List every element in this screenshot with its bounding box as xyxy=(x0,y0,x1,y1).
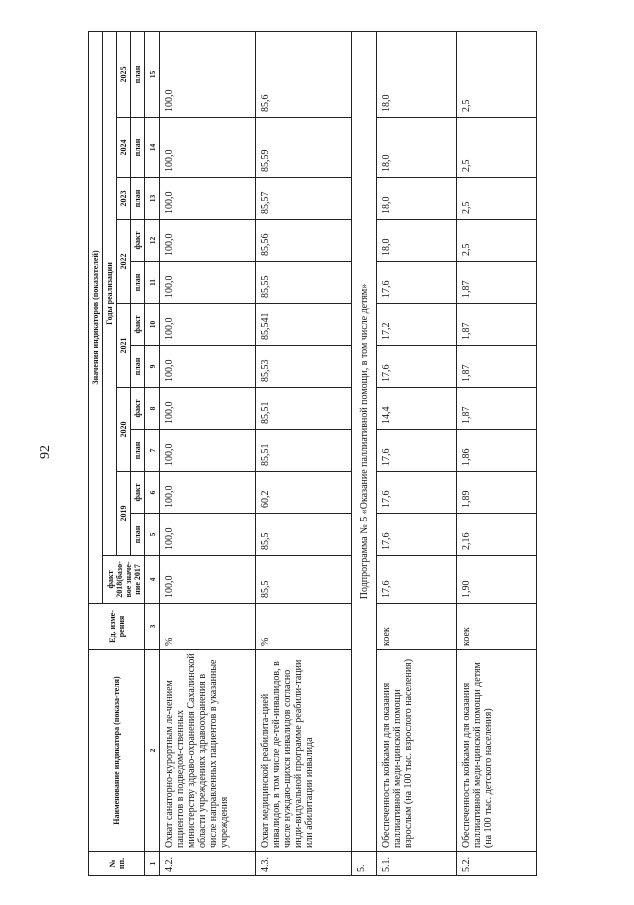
value-cell: 18,0 xyxy=(377,118,457,178)
column-numbers-row xyxy=(145,31,160,875)
value-cell: 100,0 xyxy=(160,178,256,220)
table-row xyxy=(457,31,537,875)
table-row xyxy=(160,31,256,875)
value-cell: 85,53 xyxy=(256,346,352,388)
year-2020: 2020 xyxy=(117,388,131,472)
value-cell: 100,0 xyxy=(160,388,256,430)
value-cell: 2,16 xyxy=(457,514,537,556)
col-base-header: факт 2018(базо-вое значе-ние 2017 xyxy=(103,556,145,604)
value-cell: 85,59 xyxy=(256,118,352,178)
value-cell: 85,51 xyxy=(256,388,352,430)
year-2023: 2023 xyxy=(117,178,131,220)
fact-header: факт xyxy=(131,304,145,346)
col-unit-header: Ед. изме-рения xyxy=(89,604,145,650)
column-number: 5 xyxy=(145,514,160,556)
indicator-table xyxy=(88,31,537,876)
unit-cell: коек xyxy=(377,604,457,650)
value-cell: 85,6 xyxy=(256,31,352,117)
year-2025: 2025 xyxy=(117,31,131,117)
indicator-name: Обеспеченность койками для оказания паллиативной меди-цинской помощи детям (на 100 тыс. детского населения) xyxy=(457,650,537,852)
value-cell: 85,55 xyxy=(256,262,352,304)
column-number: 3 xyxy=(145,604,160,650)
value-cell: 1,87 xyxy=(457,304,537,346)
row-number: 4.2. xyxy=(160,852,256,876)
value-cell: 2,5 xyxy=(457,118,537,178)
value-cell: 100,0 xyxy=(160,31,256,117)
value-cell: 100,0 xyxy=(160,346,256,388)
fact-header: факт xyxy=(131,220,145,262)
value-cell: 100,0 xyxy=(160,262,256,304)
section-title: Подпрограмма № 5 «Оказание паллиативной помощи, в том числе детям» xyxy=(352,31,377,851)
column-number: 10 xyxy=(145,304,160,346)
fact-header: факт xyxy=(131,388,145,430)
year-2022: 2022 xyxy=(117,220,131,304)
value-cell: 18,0 xyxy=(377,220,457,262)
year-2021: 2021 xyxy=(117,304,131,388)
row-number: 4.3. xyxy=(256,852,352,876)
value-cell: 100,0 xyxy=(160,514,256,556)
plan-header: план xyxy=(131,346,145,388)
column-number: 8 xyxy=(145,388,160,430)
value-cell: 85,5 xyxy=(256,514,352,556)
value-cell: 17,6 xyxy=(377,472,457,514)
value-cell: 1,87 xyxy=(457,388,537,430)
column-number: 11 xyxy=(145,262,160,304)
value-cell: 100,0 xyxy=(160,118,256,178)
column-number: 4 xyxy=(145,556,160,604)
value-cell: 2,5 xyxy=(457,178,537,220)
value-cell: 1,86 xyxy=(457,430,537,472)
table-row xyxy=(256,31,352,875)
value-cell: 17,6 xyxy=(377,556,457,604)
value-cell: 2,5 xyxy=(457,220,537,262)
row-number: 5. xyxy=(352,852,377,876)
years-group-header: Годы реализации xyxy=(103,31,117,555)
column-number: 9 xyxy=(145,346,160,388)
col-name-header: Наименование индикатора (показа-теля) xyxy=(89,650,145,852)
value-cell: 85,51 xyxy=(256,430,352,472)
value-cell: 100,0 xyxy=(160,556,256,604)
value-cell: 1,89 xyxy=(457,472,537,514)
value-cell: 60,2 xyxy=(256,472,352,514)
value-cell: 1,87 xyxy=(457,346,537,388)
plan-header: план xyxy=(131,514,145,556)
column-number: 2 xyxy=(145,650,160,852)
table-row xyxy=(377,31,457,875)
value-cell: 100,0 xyxy=(160,430,256,472)
value-cell: 85,5 xyxy=(256,556,352,604)
column-number: 6 xyxy=(145,472,160,514)
indicator-name: Обеспеченность койками для оказания паллиативной меди-цинской помощи взрослым (на 100 тыс. взрослого населения) xyxy=(377,650,457,852)
fact-header: факт xyxy=(131,472,145,514)
plan-header: план xyxy=(131,430,145,472)
value-cell: 17,6 xyxy=(377,262,457,304)
indicator-name: Охват медицинской реабилита-цией инвалидов, в том числе де-тей-инвалидов, в числе нуждаю-щихся инвалидов согласно инди-видуальной программе реабили-тации или абилитации инвалида xyxy=(256,650,352,852)
year-2024: 2024 xyxy=(117,118,131,178)
value-cell: 18,0 xyxy=(377,31,457,117)
indicator-table-rotated xyxy=(88,32,588,876)
column-number: 14 xyxy=(145,118,160,178)
row-number: 5.2. xyxy=(457,852,537,876)
value-cell: 17,2 xyxy=(377,304,457,346)
value-cell: 85,56 xyxy=(256,220,352,262)
plan-header: план xyxy=(131,31,145,117)
value-cell: 17,6 xyxy=(377,430,457,472)
unit-cell: коек xyxy=(457,604,537,650)
plan-header: план xyxy=(131,178,145,220)
plan-header: план xyxy=(131,262,145,304)
unit-cell: % xyxy=(160,604,256,650)
value-cell: 14,4 xyxy=(377,388,457,430)
indicator-name: Охват санаторно-курортным ле-чением пациентов в подведом-ственных министерству здраво-охранения Сахалинской области учреждениях здравоохранения в числе направленных пациентов в указанные учреждения xyxy=(160,650,256,852)
column-number: 13 xyxy=(145,178,160,220)
column-number: 7 xyxy=(145,430,160,472)
column-number: 12 xyxy=(145,220,160,262)
value-cell: 100,0 xyxy=(160,472,256,514)
year-2019: 2019 xyxy=(117,472,131,556)
column-number: 1 xyxy=(145,852,160,876)
plan-header: план xyxy=(131,118,145,178)
value-cell: 85,541 xyxy=(256,304,352,346)
value-cell: 85,57 xyxy=(256,178,352,220)
column-number: 15 xyxy=(145,31,160,117)
value-cell: 1,90 xyxy=(457,556,537,604)
values-group-header: Значения индикаторов (показателей) xyxy=(89,31,103,603)
section-row xyxy=(352,31,377,875)
row-number: 5.1. xyxy=(377,852,457,876)
value-cell: 2,5 xyxy=(457,31,537,117)
unit-cell: % xyxy=(256,604,352,650)
value-cell: 100,0 xyxy=(160,304,256,346)
value-cell: 1,87 xyxy=(457,262,537,304)
page-number: 92 xyxy=(38,445,53,459)
col-num-header: № пп. xyxy=(89,852,145,876)
value-cell: 100,0 xyxy=(160,220,256,262)
value-cell: 17,6 xyxy=(377,346,457,388)
value-cell: 17,6 xyxy=(377,514,457,556)
value-cell: 18,0 xyxy=(377,178,457,220)
